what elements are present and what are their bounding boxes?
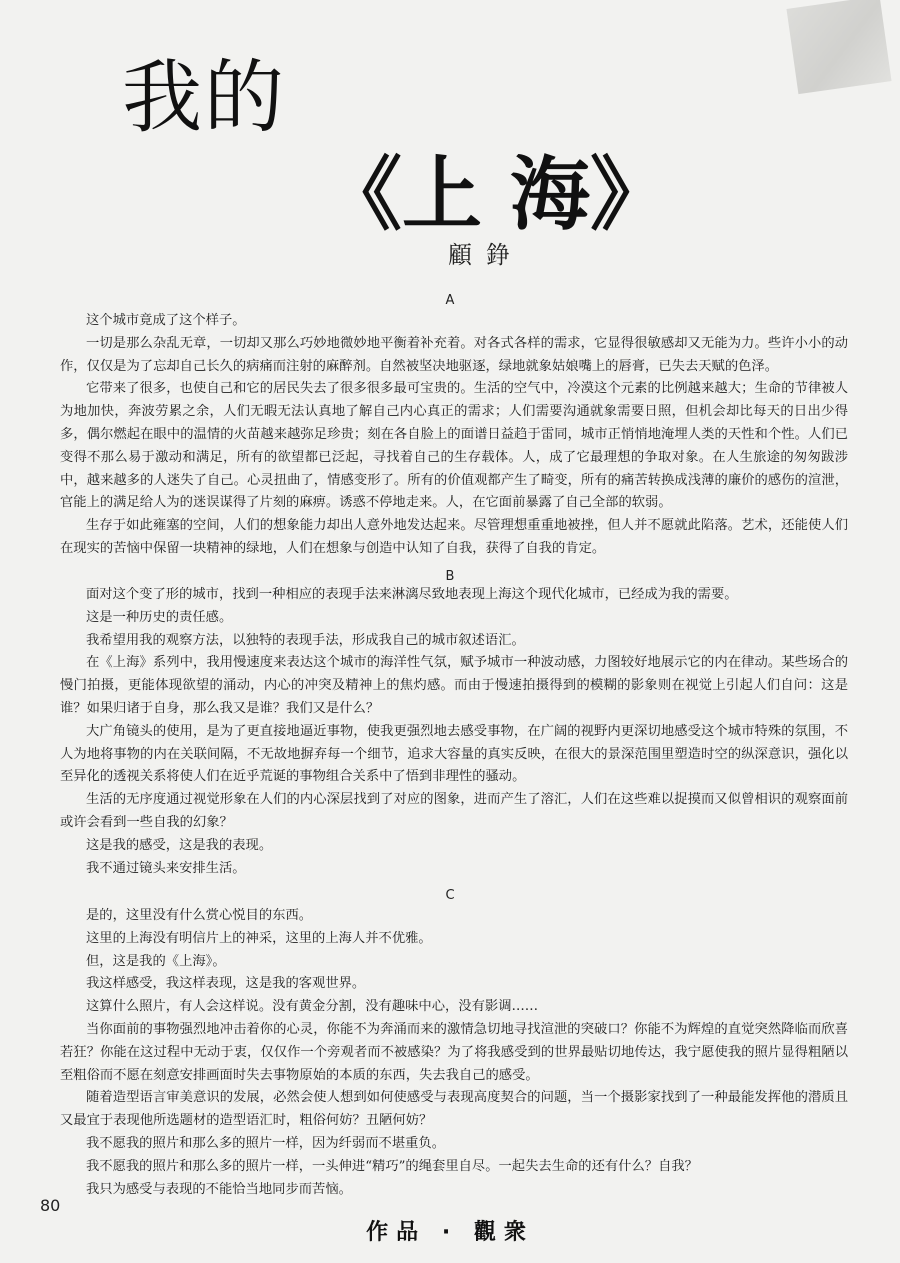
paragraph: 我希望用我的观察方法，以独特的表现手法，形成我自己的城市叙述语汇。 (86, 632, 525, 648)
page-number: 80 (40, 1196, 61, 1215)
paragraph: 大广角镜头的使用，是为了更直接地逼近事物，使我更强烈地去感受事物，在广阔的视野内更深切地感受这个城市特殊的氛围，不人为地将事物的内在关联间隔，不无故地摒弃每一个细节，追求大容量的真实反映，在很大的景深范围里塑造时空的纵深意识，强化以至异化的透视关系将使人们在近乎荒诞的事物组合关系中了悟到非理性的骚动。 (60, 723, 848, 785)
footer-title: 作品 · 觀衆 (366, 1220, 534, 1245)
section-c-body (60, 905, 848, 1201)
section-label-b: B (445, 569, 455, 584)
paragraph: 我只为感受与表现的不能恰当地同步而苦恼。 (86, 1181, 352, 1197)
paragraph: 我不愿我的照片和那么多的照片一样，因为纤弱而不堪重负。 (86, 1135, 446, 1151)
paragraph: 我不通过镜头来安排生活。 (86, 860, 246, 876)
tape-mark (786, 0, 891, 94)
paragraph: 这里的上海没有明信片上的神采，这里的上海人并不优雅。 (86, 930, 432, 946)
section-label-a: A (445, 293, 455, 308)
paragraph: 生存于如此雍塞的空间，人们的想象能力却出人意外地发达起来。尽管理想重重地被挫，但人并不愿就此陷落。艺术，还能使人们在现实的苦恼中保留一块精神的绿地，人们在想象与创造中认知了自我，获得了自我的肯定。 (60, 518, 848, 556)
section-label-c: C (445, 888, 455, 903)
paragraph: 这算什么照片，有人会这样说。没有黄金分割，没有趣味中心，没有影调…… (86, 999, 539, 1015)
paragraph: 是的，这里没有什么赏心悦目的东西。 (86, 908, 313, 923)
paragraph: 它带来了很多，也使自己和它的居民失去了很多很多最可宝贵的。生活的空气中，冷漠这个元素的比例越来越大；生命的节律被人为地加快，奔波劳累之余，人们无暇无法认真地了解自己内心真正的需求；人们需要沟通就象需要日照，但机会却比每天的日出少得多，偶尔燃起在眼中的温情的火苗越来越弥足珍贵；刻在各自脸上的面谱日益趋于雷同，城市正悄悄地淹埋人类的天性和个性。人们已变得不那么易于激动和满足，所有的欲望都已泛起，寻找着自己的生存载体。人，成了它最理想的争取对象。在人生旅途的匆匆跋涉中，越来越多的人迷失了自己。心灵扭曲了，情感变形了。所有的价值观都产生了畸变，所有的痛苦转换成浅薄的廉价的感伤的渲泄，官能上的满足给人为的迷误谋得了片刻的麻痹。诱惑不停地走来。人，在它面前暴露了自己全部的软弱。 (60, 381, 848, 511)
paragraph: 我这样感受，我这样表现，这是我的客观世界。 (86, 976, 366, 992)
paragraph: 一切是那么杂乱无章，一切却又那么巧妙地微妙地平衡着补充着。对各式各样的需求，它显得很敏感却又无能为力。些许小小的动作，仅仅是为了忘却自己长久的病痛而注射的麻醉剂。自然被坚决地驱逐，绿地就象姑娘嘴上的唇膏，已失去天赋的色泽。 (60, 335, 848, 374)
paragraph: 这个城市竟成了这个样子。 (86, 313, 246, 328)
paragraph: 随着造型语言审美意识的发展，必然会使人想到如何使感受与表现高度契合的问题，当一个摄影家找到了一种最能发挥他的潜质且又最宜于表现他所选题材的造型语汇时，粗俗何妨？丑陋何妨？ (60, 1090, 848, 1129)
paragraph: 在《上海》系列中，我用慢速度来表达这个城市的海洋性气氛，赋予城市一种波动感，力图较好地展示它的内在律动。某些场合的慢门拍摄，更能体现欲望的涌动，内心的冲突及精神上的焦灼感。而由于慢速拍摄得到的模糊的影象则在视觉上引起人们自问：这是谁？如果归诸于自身，那么我又是谁？我们又是什么？ (60, 655, 848, 716)
section-b-body (60, 584, 848, 880)
paragraph: 但，这是我的《上海》。 (86, 953, 226, 969)
paragraph: 这是一种历史的责任感。 (86, 609, 233, 625)
paragraph: 这是我的感受，这是我的表现。 (86, 837, 273, 853)
paragraph: 当你面前的事物强烈地冲击着你的心灵，你能不为奔涌而来的激情急切地寻找渲泄的突破口？你能不为辉煌的直觉突然降临而欣喜若狂？你能在这过程中无动于衷，仅仅作一个旁观者而不被感染？为了将我感受到的世界最贴切地传达，我宁愿使我的照片显得粗陋以至粗俗而不愿在刻意安排画面时失去事物原始的本质的东西，失去我自己的感受。 (60, 1021, 848, 1083)
paragraph: 我不愿我的照片和那么多的照片一样，一头伸进“精巧”的绳套里自尽。一起失去生命的还有什么？自我？ (86, 1158, 698, 1174)
title-line-2: 《上 海》 (322, 147, 670, 241)
paragraph: 面对这个变了形的城市，找到一种相应的表现手法来淋漓尽致地表现上海这个现代化城市，已经成为我的需要。 (86, 587, 738, 602)
author-name: 顧錚 (448, 241, 524, 269)
paragraph: 生活的无序度通过视觉形象在人们的内心深层找到了对应的图象，进而产生了溶汇，人们在这些难以捉摸而又似曾相识的观察面前或许会看到一些自我的幻象？ (60, 792, 848, 830)
section-a-body (60, 310, 848, 561)
title-line-1: 我的 (122, 51, 286, 144)
